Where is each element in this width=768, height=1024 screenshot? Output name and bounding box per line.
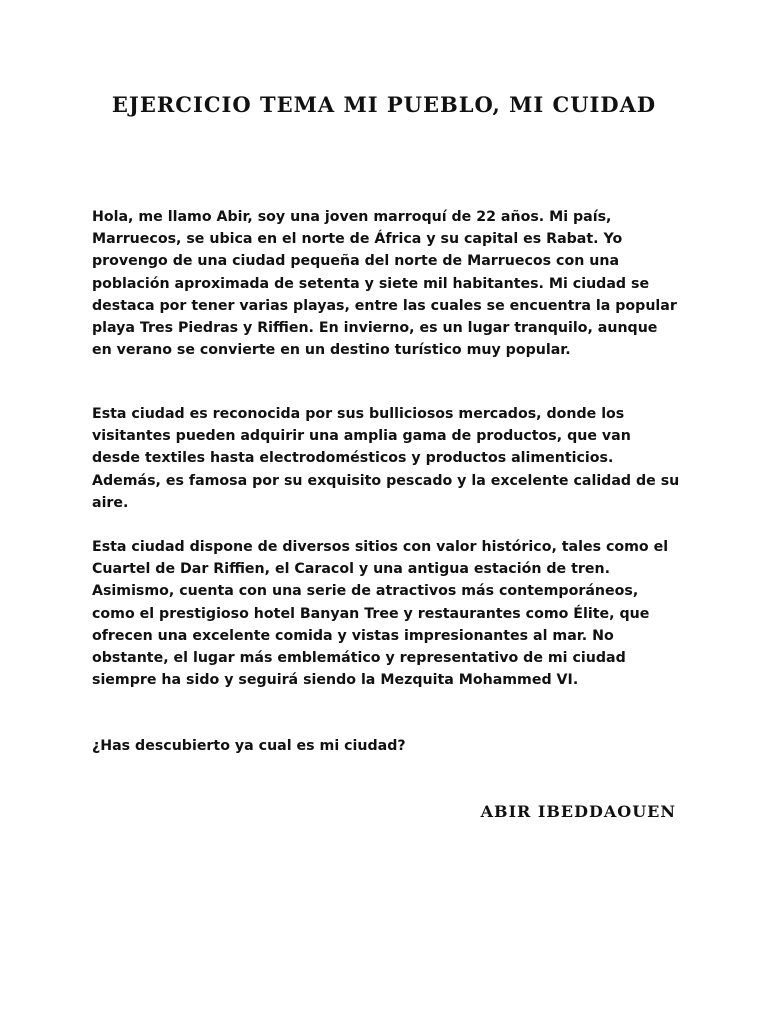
paragraph-question: ¿Has descubierto ya cual es mi ciudad? <box>92 738 406 754</box>
paragraph-introduction: Hola, me llamo Abir, soy una joven marroquí de 22 años. Mi país, Marruecos, se ubica en el norte de África y su capital es Rabat. Yo provengo de una ciudad pequeña del norte de Marruecos con una población aproximada de setenta y siete mil habitantes. Mi ciudad se destaca por tener varias playas, entre las cuales se encuentra la popular playa Tres Piedras y Riffien. En invierno, es un lugar tranquilo, aunque en verano se convierte en un destino turístico muy popular. <box>92 209 677 359</box>
paragraph-historic-sites: Esta ciudad dispone de diversos sitios con valor histórico, tales como el Cuartel de Dar Riffien, el Caracol y una antigua estación de tren. Asimismo, cuenta con una serie de atractivos más contemporáneos, como el prestigioso hotel Banyan Tree y restaurantes como Élite, que ofrecen una excelente comida y vistas impresionantes al mar. No obstante, el lugar más emblemático y representativo de mi ciudad siempre ha sido y seguirá siendo la Mezquita Mohammed VI. <box>92 539 669 689</box>
paragraph-markets: Esta ciudad es reconocida por sus bulliciosos mercados, donde los visitantes pueden adquirir una amplia gama de productos, que van desde textiles hasta electrodomésticos y productos alimenticios. Además, es famosa por su exquisito pescado y la excelente calidad de su aire. <box>92 406 680 511</box>
author-signature: ABIR IBEDDAOUEN <box>480 802 676 821</box>
document-title: EJERCICIO TEMA MI PUEBLO, MI CUIDAD <box>111 92 657 117</box>
